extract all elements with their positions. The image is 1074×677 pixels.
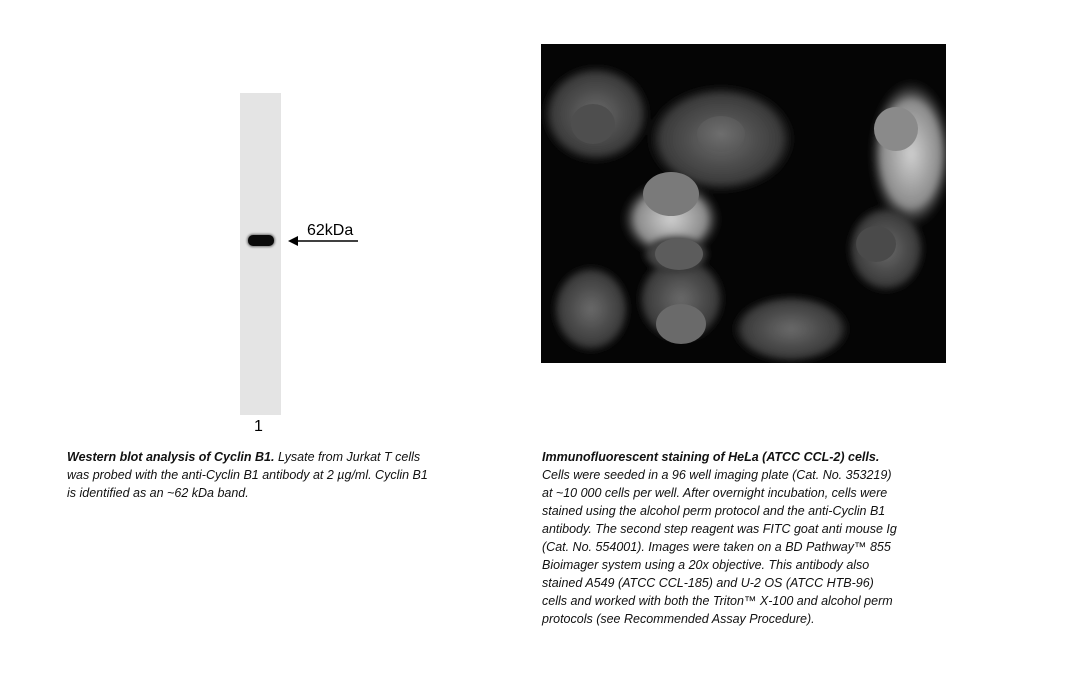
molecular-weight-marker-label: 62kDa bbox=[307, 222, 354, 239]
lane-number-label: 1 bbox=[254, 418, 263, 435]
immunofluorescence-image bbox=[541, 44, 946, 363]
immunofluorescence-caption bbox=[542, 448, 902, 628]
western-blot-lane bbox=[240, 93, 281, 415]
western-blot-caption-title: Western blot analysis of Cyclin B1. bbox=[67, 450, 275, 464]
western-blot-band bbox=[248, 235, 274, 246]
western-blot-caption-body: Lysate from Jurkat T cells was probed with the anti-Cyclin B1 antibody at 2 µg/ml. Cyclin B1 is identified as an ~62 kDa band. bbox=[67, 450, 428, 500]
immunofluorescence-caption-body: Cells were seeded in a 96 well imaging plate (Cat. No. 353219) at ~10 000 cells per well. After overnight incubation, cells were stained using the alcohol perm protocol and the anti-Cyclin B1 antibody. The second step reagent was FITC goat anti mouse Ig (Cat. No. 554001). Images were taken on a BD Pathway™ 855 Bioimager system using a 20x objective. This antibody also stained A549 (ATCC CCL-185) and U-2 OS (ATCC HTB-96) cells and worked with both the Triton™ X-100 and alcohol perm protocols (see Recommended Assay Procedure). bbox=[542, 468, 897, 626]
western-blot-caption bbox=[67, 448, 437, 502]
immunofluorescence-caption-title: Immunofluorescent staining of HeLa (ATCC CCL-2) cells. bbox=[542, 450, 880, 464]
